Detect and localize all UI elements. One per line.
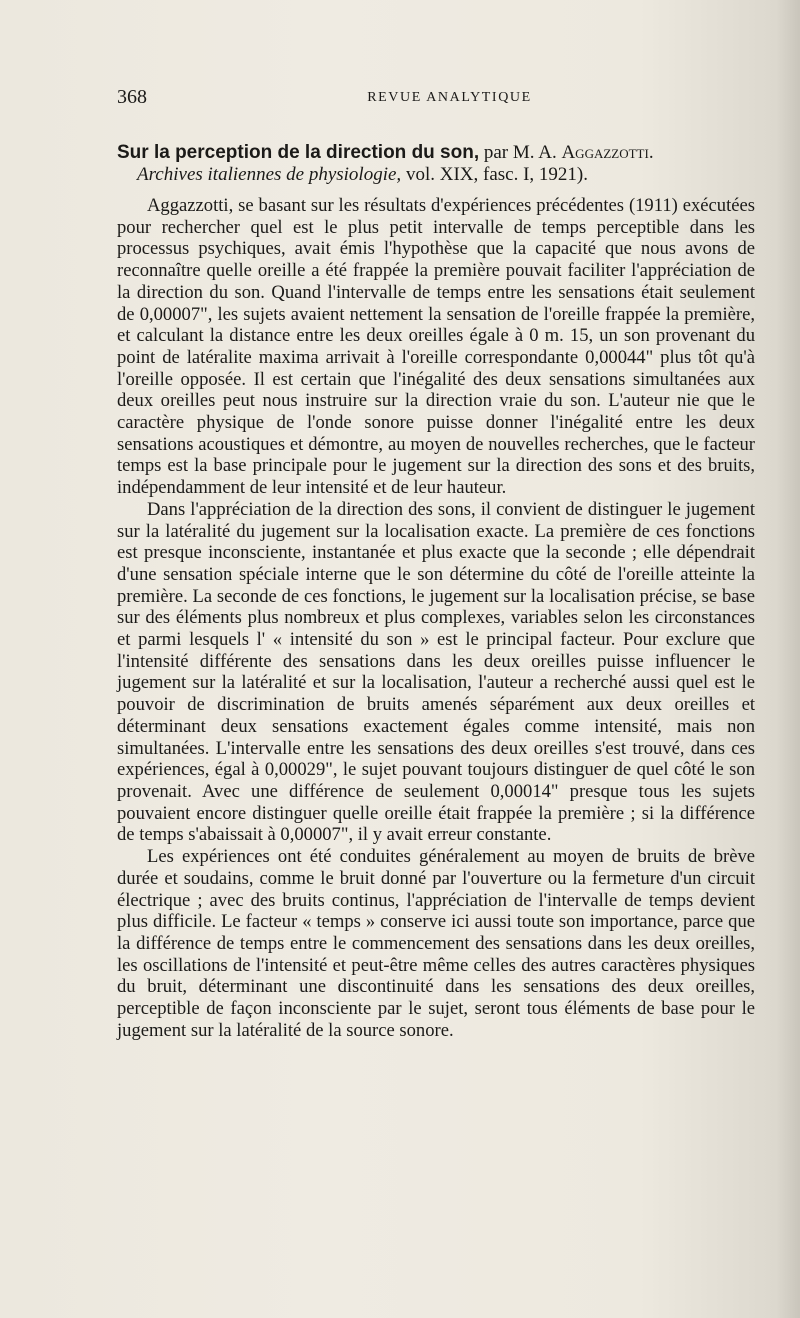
page-number: 368 [117, 86, 147, 108]
article-byline: par M. A. [479, 142, 562, 163]
paragraph: Aggazzotti, se basant sur les résultats d'expériences précédentes (1911) exécutées pour rechercher quel est le plus petit intervalle de temps perceptible dans les processus psychiques, avait émis l'hypothèse que la capacité que nous avons de reconnaître quelle oreille a été frappée la première pouvait faciliter l'appréciation de la direction du son. Quand l'intervalle de temps entre les sensations était seulement de 0,00007", les sujets avaient nettement la sensation de l'oreille frappée la première, et calculant la distance entre les deux oreilles égale à 0 m. 15, un son provenant du point de latéralite maxima arrivait à l'oreille correspondante 0,00044" plus tôt qu'à l'oreille opposée. Il est certain que l'inégalité des deux sensations simultanées aux deux oreilles peut nous instruire sur la direction vraie du son. L'auteur nie que le caractère physique de l'onde sonore puisse donner l'inégalité entre les deux sensations acoustiques et démontre, au moyen de nouvelles recherches, que le facteur temps est la base principale pour le jugement sur la direction des sons et des bruits, indépendamment de leur intensité et de leur hauteur. [117, 195, 755, 499]
article-author: Aggazzotti. [561, 142, 654, 163]
article-source [117, 164, 755, 186]
journal-name: Archives italiennes de physiologie, [137, 164, 402, 185]
article-heading [117, 142, 755, 186]
article [117, 142, 755, 1041]
article-title: Sur la perception de la direction du son, [117, 142, 480, 163]
paragraph: Les expériences ont été conduites généralement au moyen de bruits de brève durée et soudains, comme le bruit donné par l'ouverture ou la fermeture d'un circuit électrique ; avec des bruits continus, l'appréciation de l'intervalle de temps devient plus difficile. Le facteur « temps » conserve ici aussi toute son importance, parce que la différence de temps entre le commencement des sensations dans les deux oreilles, les oscillations de l'intensité et peut-être même celles des autres caractères physiques du bruit, déterminant une discontinuité dans les sensations des deux oreilles, perceptible de façon inconsciente par le sujet, seront tous éléments de base pour le jugement sur la latéralité de la source sonore. [117, 846, 755, 1041]
running-head [117, 86, 752, 116]
paragraph: Dans l'appréciation de la direction des sons, il convient de distinguer le jugement sur la latéralité du jugement sur la localisation exacte. La première de ces fonctions est presque inconsciente, instantanée et plus exacte que la seconde ; elle dépendrait d'une sensation spéciale interne que le son détermine du côté de l'oreille atteinte la première. La seconde de ces fonctions, le jugement sur la localisation précise, se base sur des éléments plus nombreux et plus complexes, variables selon les circonstances et parmi lesquels l' « intensité du son » est le principal facteur. Pour exclure que l'intensité différente des sensations dans les deux oreilles puisse influencer le jugement sur la latéralité et sur la localisation, l'auteur a recherché aussi quel est le pouvoir de discrimination de bruits amenés séparément aux deux oreilles et déterminant deux sensations exactement égales comme intensité, mais non simultanées. L'intervalle entre les sensations des deux oreilles s'est trouvé, dans ces expériences, égal à 0,00029", le sujet pouvant toujours distinguer de quel côté le son provenait. Avec une différence de seulement 0,00014" presque tous les sujets pouvaient encore distinguer quelle oreille était frappée la première ; si la différence de temps s'abaissait à 0,00007", il y avait erreur constante. [117, 498, 755, 846]
running-title: REVUE ANALYTIQUE [367, 90, 532, 105]
journal-citation: vol. XIX, fasc. I, 1921). [401, 164, 588, 185]
